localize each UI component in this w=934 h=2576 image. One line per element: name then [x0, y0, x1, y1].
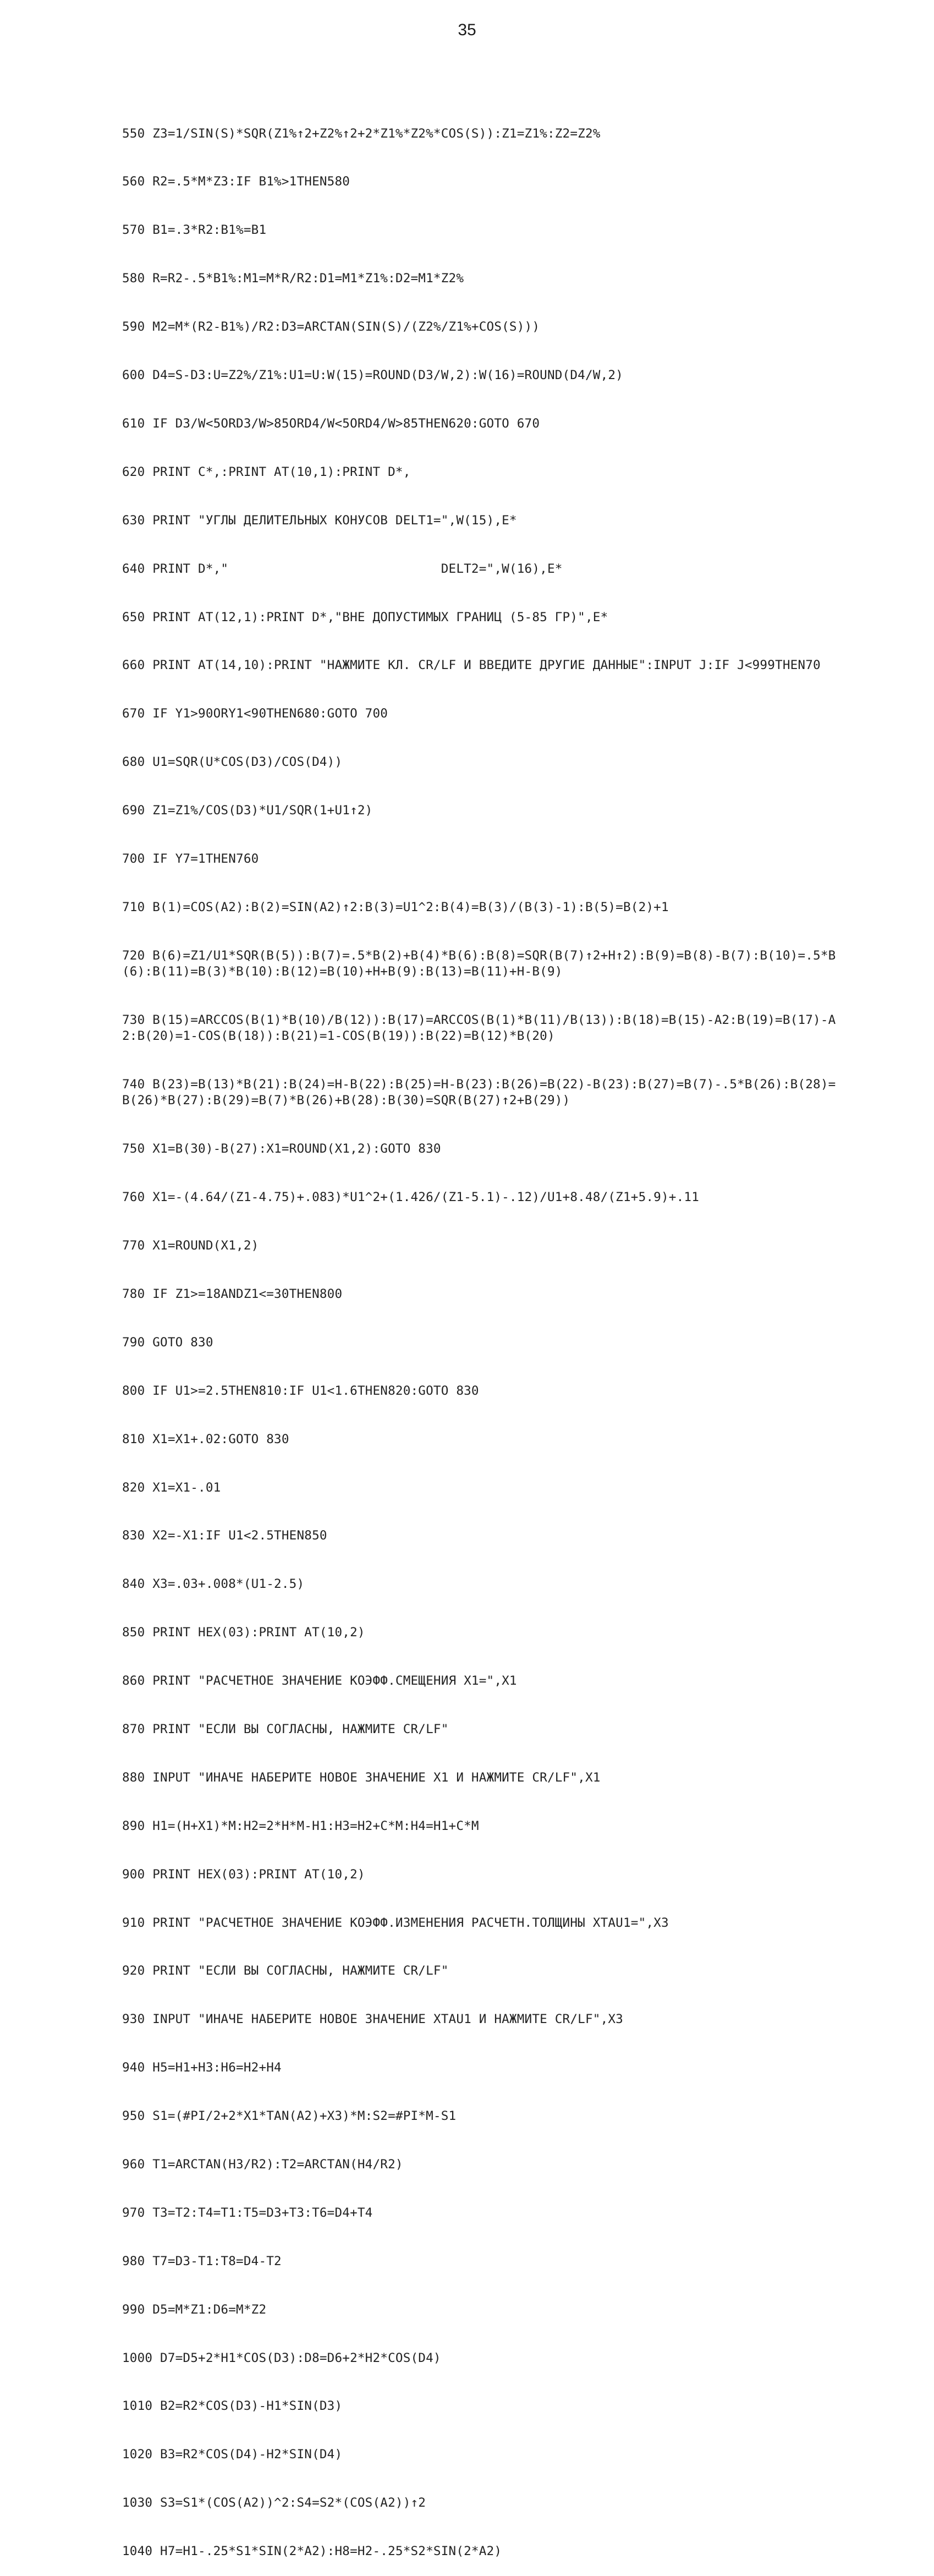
code-line-560: 560 R2=.5*M*Z3:IF B1%>1THEN580: [122, 174, 350, 189]
code-line-740: 740 B(23)=B(13)*B(21):B(24)=H-B(22):B(25)=H-B(23):B(26)=B(22)-B(23):B(27)=B(7)-.5*B(26):B(28)=B(26)*B(27):B(29)=B(7)*B(26)+B(28):B(30)=SQR(B(27)↑2+B(29)): [122, 1077, 836, 1108]
code-line-960: 960 T1=ARCTAN(H3/R2):T2=ARCTAN(H4/R2): [122, 2157, 403, 2172]
code-line-800: 800 IF U1>=2.5THEN810:IF U1<1.6THEN820:GOTO 830: [122, 1383, 479, 1398]
code-line-550: 550 Z3=1/SIN(S)*SQR(Z1%↑2+Z2%↑2+2*Z1%*Z2%*COS(S)):Z1=Z1%:Z2=Z2%: [122, 126, 601, 141]
code-line-790: 790 GOTO 830: [122, 1335, 213, 1350]
code-line-850: 850 PRINT HEX(03):PRINT AT(10,2): [122, 1625, 365, 1640]
code-line-810: 810 X1=X1+.02:GOTO 830: [122, 1432, 289, 1446]
code-line-980: 980 T7=D3-T1:T8=D4-T2: [122, 2254, 282, 2268]
code-line-610: 610 IF D3/W<5ORD3/W>85ORD4/W<5ORD4/W>85THEN620:GOTO 670: [122, 416, 540, 431]
code-line-580: 580 R=R2-.5*B1%:M1=M*R/R2:D1=M1*Z1%:D2=M1*Z2%: [122, 271, 464, 286]
code-line-680: 680 U1=SQR(U*COS(D3)/COS(D4)): [122, 755, 343, 770]
code-line-620: 620 PRINT C*,:PRINT AT(10,1):PRINT D*,: [122, 464, 411, 479]
code-line-750: 750 X1=B(30)-B(27):X1=ROUND(X1,2):GOTO 830: [122, 1142, 441, 1157]
code-line-1030: 1030 S3=S1*(COS(A2))^2:S4=S2*(COS(A2))↑2: [122, 2496, 426, 2511]
code-line-890: 890 H1=(H+X1)*M:H2=2*H*M-H1:H3=H2+C*M:H4=H1+C*M: [122, 1818, 479, 1833]
code-line-1010: 1010 B2=R2*COS(D3)-H1*SIN(D3): [122, 2399, 343, 2414]
code-line-920: 920 PRINT "ЕСЛИ ВЫ СОГЛАСНЫ, НАЖМИТЕ CR/LF": [122, 1964, 449, 1978]
code-line-640: 640 PRINT D*," DELT2=",W(16),E*: [122, 561, 563, 576]
code-line-940: 940 H5=H1+H3:H6=H2+H4: [122, 2060, 282, 2075]
code-line-830: 830 X2=-X1:IF U1<2.5THEN850: [122, 1528, 327, 1543]
program-listing: [122, 94, 843, 2576]
code-line-570: 570 B1=.3*R2:B1%=B1: [122, 223, 267, 238]
code-line-880: 880 INPUT "ИНАЧЕ НАБЕРИТЕ НОВОЕ ЗНАЧЕНИЕ X1 И НАЖМИТЕ CR/LF",X1: [122, 1770, 601, 1785]
code-line-970: 970 T3=T2:T4=T1:T5=D3+T3:T6=D4+T4: [122, 2205, 373, 2220]
code-line-910: 910 PRINT "РАСЧЕТНОЕ ЗНАЧЕНИЕ КОЭФФ.ИЗМЕНЕНИЯ РАСЧЕТН.ТОЛЩИНЫ XTAU1=",X3: [122, 1915, 669, 1930]
code-line-820: 820 X1=X1-.01: [122, 1480, 221, 1495]
code-line-690: 690 Z1=Z1%/COS(D3)*U1/SQR(1+U1↑2): [122, 803, 373, 818]
code-line-700: 700 IF Y7=1THEN760: [122, 851, 259, 866]
code-line-630: 630 PRINT "УГЛЫ ДЕЛИТЕЛЬНЫХ КОНУСОВ DELT1=",W(15),E*: [122, 513, 517, 528]
code-line-720: 720 B(6)=Z1/U1*SQR(B(5)):B(7)=.5*B(2)+B(4)*B(6):B(8)=SQR(B(7)↑2+H↑2):B(9)=B(8)-B(7):B(10)=.5*B(6):B(11)=B(3)*B(10):B(12)=B(10)+H+B(9):B(13)=B(11)+H-B(9): [122, 948, 836, 979]
code-line-600: 600 D4=S-D3:U=Z2%/Z1%:U1=U:W(15)=ROUND(D3/W,2):W(16)=ROUND(D4/W,2): [122, 368, 623, 383]
code-line-990: 990 D5=M*Z1:D6=M*Z2: [122, 2302, 267, 2317]
code-line-900: 900 PRINT HEX(03):PRINT AT(10,2): [122, 1867, 365, 1882]
code-line-780: 780 IF Z1>=18ANDZ1<=30THEN800: [122, 1286, 343, 1301]
code-line-930: 930 INPUT "ИНАЧЕ НАБЕРИТЕ НОВОЕ ЗНАЧЕНИЕ XTAU1 И НАЖМИТЕ CR/LF",X3: [122, 2012, 623, 2027]
page-number: 35: [458, 21, 476, 39]
code-line-760: 760 X1=-(4.64/(Z1-4.75)+.083)*U1^2+(1.426/(Z1-5.1)-.12)/U1+8.48/(Z1+5.9)+.11: [122, 1190, 699, 1205]
code-line-860: 860 PRINT "РАСЧЕТНОЕ ЗНАЧЕНИЕ КОЭФФ.СМЕЩЕНИЯ X1=",X1: [122, 1674, 517, 1689]
code-line-1020: 1020 B3=R2*COS(D4)-H2*SIN(D4): [122, 2447, 343, 2462]
code-line-870: 870 PRINT "ЕСЛИ ВЫ СОГЛАСНЫ, НАЖМИТЕ CR/LF": [122, 1722, 449, 1736]
code-line-710: 710 B(1)=COS(A2):B(2)=SIN(A2)↑2:B(3)=U1^2:B(4)=B(3)/(B(3)-1):B(5)=B(2)+1: [122, 900, 669, 914]
code-line-1040: 1040 H7=H1-.25*S1*SIN(2*A2):H8=H2-.25*S2*SIN(2*A2): [122, 2544, 502, 2559]
code-line-840: 840 X3=.03+.008*(U1-2.5): [122, 1577, 305, 1592]
code-line-770: 770 X1=ROUND(X1,2): [122, 1238, 259, 1253]
code-line-730: 730 B(15)=ARCCOS(B(1)*B(10)/B(12)):B(17)=ARCCOS(B(1)*B(11)/B(13)):B(18)=B(15)-A2:B(19)=B(17)-A2:B(20)=1-COS(B(18)):B(21)=1-COS(B(19)):B(22)=B(12)*B(20): [122, 1012, 836, 1044]
code-line-1000: 1000 D7=D5+2*H1*COS(D3):D8=D6+2*H2*COS(D4): [122, 2350, 441, 2365]
code-line-950: 950 S1=(#PI/2+2*X1*TAN(A2)+X3)*M:S2=#PI*M-S1: [122, 2109, 457, 2124]
code-line-660: 660 PRINT AT(14,10):PRINT "НАЖМИТЕ КЛ. CR/LF И ВВЕДИТЕ ДРУГИЕ ДАННЫЕ":INPUT J:IF J<999THEN70: [122, 658, 821, 673]
code-line-590: 590 M2=M*(R2-B1%)/R2:D3=ARCTAN(SIN(S)/(Z2%/Z1%+COS(S))): [122, 320, 540, 335]
code-line-670: 670 IF Y1>90ORY1<90THEN680:GOTO 700: [122, 706, 388, 721]
code-line-650: 650 PRINT AT(12,1):PRINT D*,"ВНЕ ДОПУСТИМЫХ ГРАНИЦ (5-85 ГР)",E*: [122, 610, 608, 624]
